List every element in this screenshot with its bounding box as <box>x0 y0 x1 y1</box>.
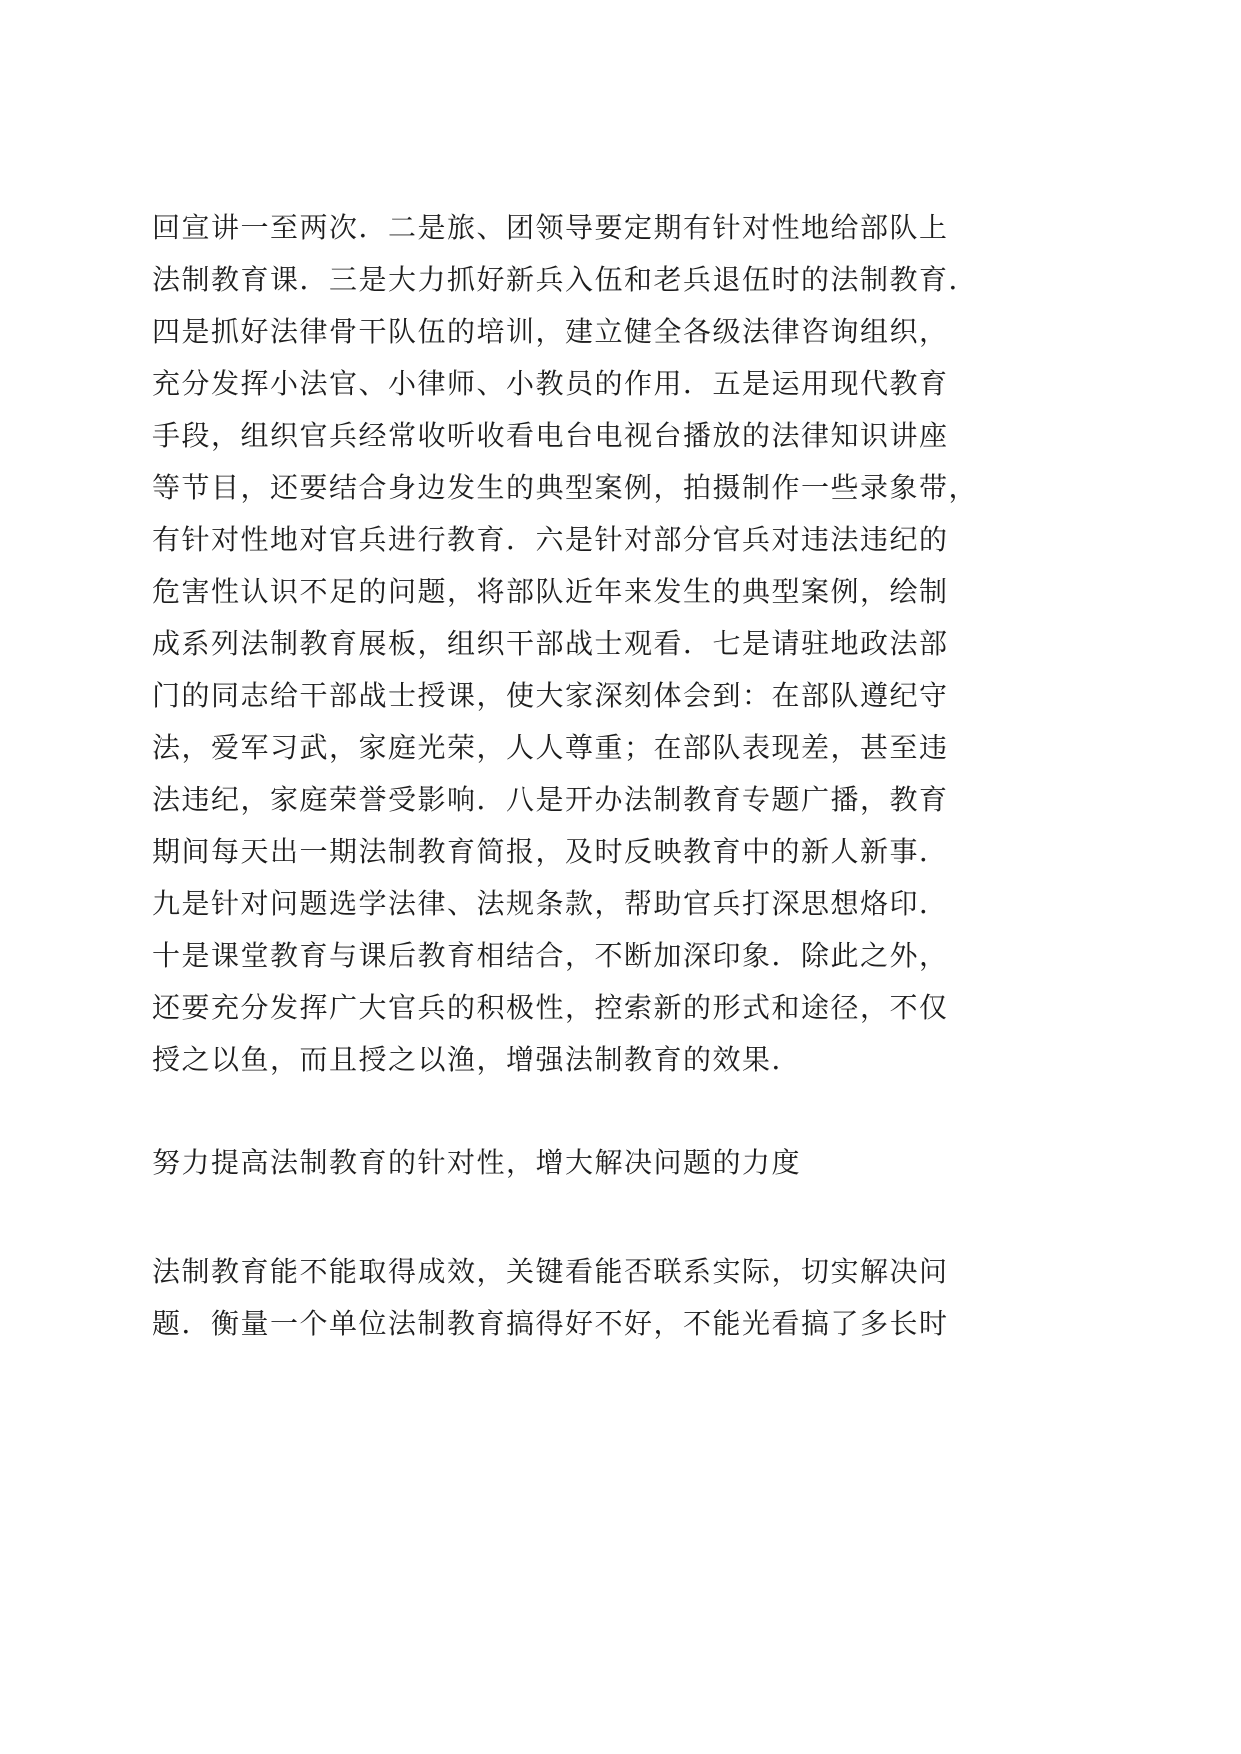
text-line: 回宣讲一至两次．二是旅、团领导要定期有针对性地给部队上 <box>152 211 949 244</box>
text-line: 手段，组织官兵经常收听收看电台电视台播放的法律知识讲座 <box>152 419 949 452</box>
body-paragraph <box>152 1246 1072 1350</box>
text-line: 法制教育能不能取得成效，关键看能否联系实际，切实解决问 <box>152 1255 949 1288</box>
text-line: 还要充分发挥广大官兵的积极性，控索新的形式和途径，不仅 <box>152 991 949 1024</box>
text-line: 期间每天出一期法制教育简报，及时反映教育中的新人新事． <box>152 835 949 868</box>
section-heading <box>152 1137 1072 1189</box>
text-line: 题．衡量一个单位法制教育搞得好不好，不能光看搞了多长时 <box>152 1307 949 1340</box>
text-line: 四是抓好法律骨干队伍的培训，建立健全各级法律咨询组织， <box>152 315 949 348</box>
text-line: 九是针对问题选学法律、法规条款，帮助官兵打深思想烙印． <box>152 887 949 920</box>
text-line: 成系列法制教育展板，组织干部战士观看．七是请驻地政法部 <box>152 627 949 660</box>
text-line: 有针对性地对官兵进行教育．六是针对部分官兵对违法违纪的 <box>152 523 949 556</box>
text-line: 法制教育课．三是大力抓好新兵入伍和老兵退伍时的法制教育． <box>152 263 979 296</box>
body-paragraph <box>152 202 1072 1086</box>
text-line: 充分发挥小法官、小律师、小教员的作用．五是运用现代教育 <box>152 367 949 400</box>
text-line: 法，爱军习武，家庭光荣，人人尊重；在部队表现差，甚至违 <box>152 731 949 764</box>
text-line: 十是课堂教育与课后教育相结合，不断加深印象．除此之外， <box>152 939 949 972</box>
text-line: 危害性认识不足的问题，将部队近年来发生的典型案例，绘制 <box>152 575 949 608</box>
section-heading-text: 努力提高法制教育的针对性，增大解决问题的力度 <box>152 1146 802 1179</box>
text-line: 等节目，还要结合身边发生的典型案例，拍摄制作一些录象带， <box>152 471 979 504</box>
text-line: 门的同志给干部战士授课，使大家深刻体会到：在部队遵纪守 <box>152 679 949 712</box>
text-line: 法违纪，家庭荣誉受影响．八是开办法制教育专题广播，教育 <box>152 783 949 816</box>
text-line: 授之以鱼，而且授之以渔，增强法制教育的效果． <box>152 1043 802 1076</box>
